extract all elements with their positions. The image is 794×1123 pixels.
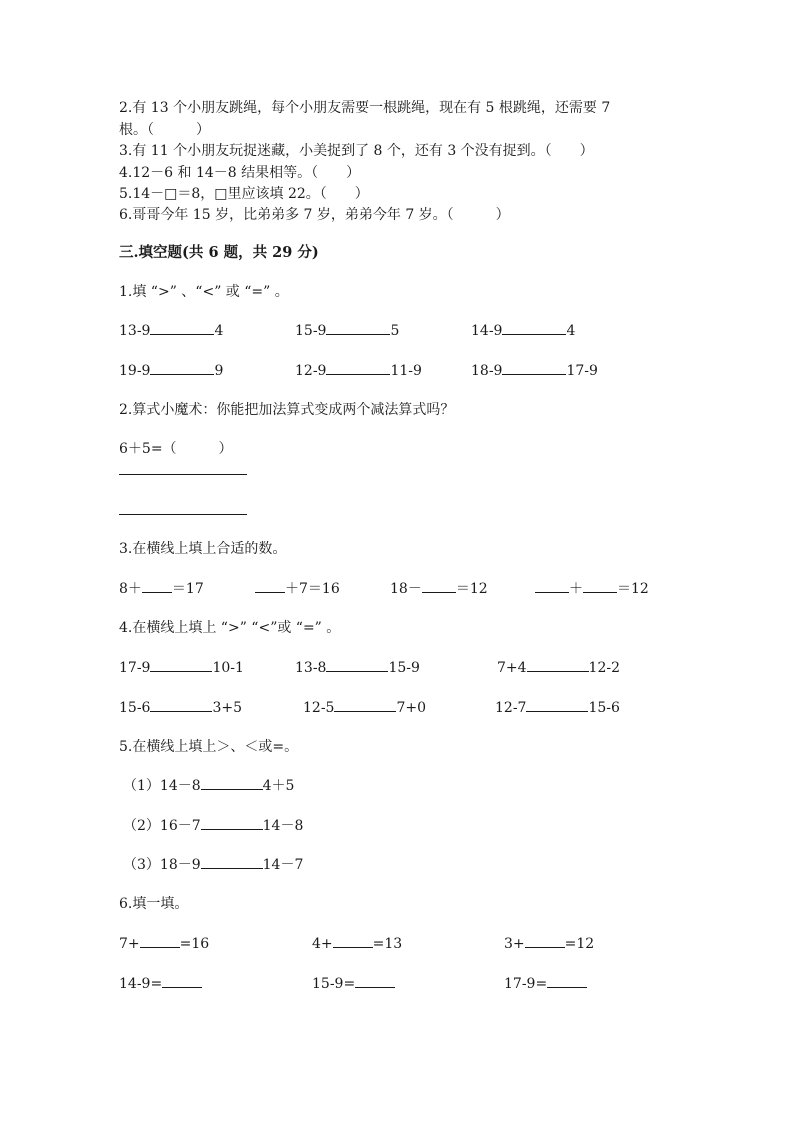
q6-row-2 <box>119 973 679 993</box>
q1-r1-c3: 14-9 4 <box>471 320 575 339</box>
answer-blank[interactable] <box>547 973 587 988</box>
q6-r2-c1: 14-9= <box>119 973 202 992</box>
q5-prompt: 5.在横线上填上＞、＜或=。 <box>119 739 299 755</box>
q5-item-3: （3）18－9 14－7 <box>119 854 679 874</box>
answer-blank[interactable] <box>201 775 263 790</box>
q6-row-1 <box>119 933 679 953</box>
answer-blank[interactable] <box>162 973 202 988</box>
answer-blank[interactable] <box>535 578 569 593</box>
answer-blank[interactable] <box>142 578 172 593</box>
answer-blank[interactable] <box>255 578 285 593</box>
answer-blank[interactable] <box>150 320 214 335</box>
q6-r1-c1: 7+ =16 <box>119 933 209 952</box>
q4-r1-c1: 17-9 10-1 <box>119 657 244 676</box>
answer-blank[interactable] <box>526 697 588 712</box>
q6-r1-c2: 4+ =13 <box>312 933 402 952</box>
tf-item-2-line1: 2.有 13 个小朋友跳绳，每个小朋友需要一根跳绳，现在有 5 根跳绳，还需要 7 <box>119 100 611 116</box>
q6-r2-c3: 17-9= <box>504 973 587 992</box>
answer-blank[interactable] <box>334 697 396 712</box>
answer-blank[interactable] <box>422 578 456 593</box>
answer-blank[interactable] <box>502 320 566 335</box>
tf-item-4: 4.12－6 和 14－8 结果相等。（ ） <box>119 165 361 181</box>
q3-item-2: ＋7＝16 <box>255 578 340 598</box>
q1-r2-c2: 12-9 11-9 <box>295 360 422 379</box>
q2-answer-line-1[interactable] <box>119 474 247 475</box>
q2-equation: 6＋5=（ ） <box>119 441 233 457</box>
q4-row-2 <box>119 697 679 717</box>
answer-blank[interactable] <box>583 578 617 593</box>
answer-blank[interactable] <box>150 360 214 375</box>
q1-r1-c2: 15-9 5 <box>295 320 399 339</box>
q4-r2-c2: 12-5 7+0 <box>303 697 426 716</box>
q6-r2-c2: 15-9= <box>312 973 395 992</box>
answer-blank[interactable] <box>150 657 212 672</box>
q2-answer-line-2[interactable] <box>119 514 247 515</box>
q1-r1-c1: 13-9 4 <box>119 320 223 339</box>
tf-item-2-line2: 根。（ ） <box>119 122 210 138</box>
answer-blank[interactable] <box>150 697 212 712</box>
answer-blank[interactable] <box>201 815 263 830</box>
answer-blank[interactable] <box>333 933 373 948</box>
answer-blank[interactable] <box>326 657 388 672</box>
q2-prompt: 2.算式小魔术：你能把加法算式变成两个减法算式吗？ <box>119 402 455 418</box>
answer-blank[interactable] <box>201 854 263 869</box>
q1-row-1 <box>119 320 679 340</box>
q6-r1-c3: 3+ =12 <box>504 933 594 952</box>
q4-r2-c3: 12-7 15-6 <box>495 697 620 716</box>
q4-prompt: 4.在横线上填上 “>” “<”或 “=” 。 <box>119 620 341 636</box>
q1-row-2 <box>119 360 679 380</box>
q5-item-2: （2）16－7 14－8 <box>119 815 679 835</box>
answer-blank[interactable] <box>525 933 565 948</box>
q3-item-1: 8＋ ＝17 <box>119 578 204 598</box>
q4-row-1 <box>119 657 679 677</box>
q3-item-4: ＋ ＝12 <box>535 578 649 598</box>
q3-item-3: 18－ ＝12 <box>390 578 488 598</box>
q1-prompt: 1.填 “>” 、“<” 或 “=” 。 <box>119 284 289 300</box>
answer-blank[interactable] <box>502 360 566 375</box>
answer-blank[interactable] <box>355 973 395 988</box>
answer-blank[interactable] <box>527 657 589 672</box>
answer-blank[interactable] <box>326 320 390 335</box>
answer-blank[interactable] <box>326 360 390 375</box>
q5-item-1: （1）14－8 4＋5 <box>119 775 679 795</box>
q1-r2-c3: 18-9 17-9 <box>471 360 598 379</box>
section-title-fill-blank: 三.填空题(共 6 题，共 29 分) <box>119 244 319 261</box>
tf-item-6: 6.哥哥今年 15 岁，比弟弟多 7 岁，弟弟今年 7 岁。（ ） <box>119 207 510 223</box>
q3-prompt: 3.在横线上填上合适的数。 <box>119 541 287 557</box>
answer-blank[interactable] <box>140 933 180 948</box>
tf-item-5: 5.14－□＝8，□里应该填 22。（ ） <box>119 186 369 202</box>
q4-r1-c2: 13-8 15-9 <box>295 657 420 676</box>
q3-row <box>119 578 679 598</box>
tf-item-3: 3.有 11 个小朋友玩捉迷藏，小美捉到了 8 个，还有 3 个没有捉到。（ ） <box>119 143 594 159</box>
q4-r1-c3: 7+4 12-2 <box>497 657 620 676</box>
q6-prompt: 6.填一填。 <box>119 896 189 912</box>
q1-r2-c1: 19-9 9 <box>119 360 223 379</box>
q4-r2-c1: 15-6 3+5 <box>119 697 242 716</box>
